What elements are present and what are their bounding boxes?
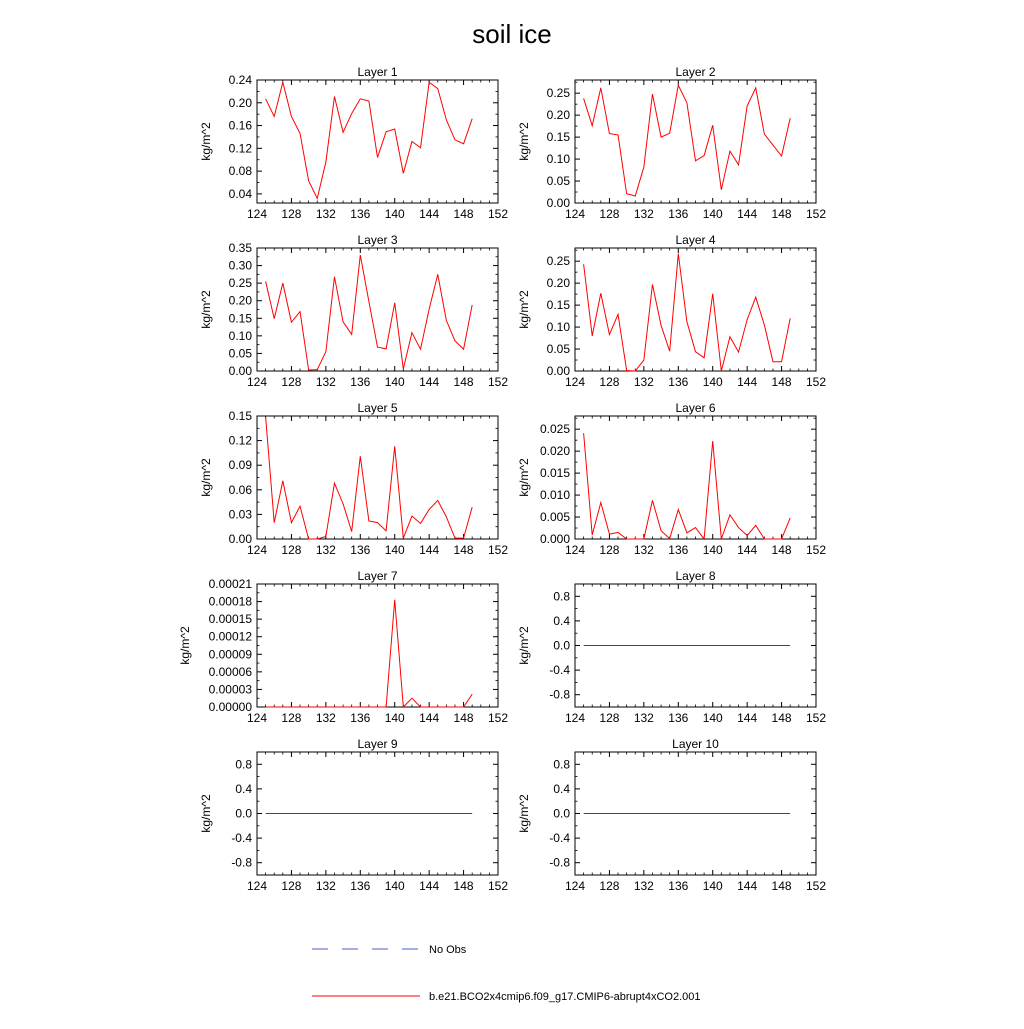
panel-layer-5 [199, 401, 508, 557]
y-tick-label: 0.35 [228, 241, 252, 255]
y-tick-label: 0.08 [228, 164, 252, 179]
x-tick-label: 132 [315, 879, 336, 893]
y-tick-label: 0.15 [546, 130, 570, 145]
x-tick-label: 128 [599, 879, 620, 893]
x-tick-label: 140 [702, 879, 723, 893]
x-tick-label: 148 [771, 375, 792, 389]
x-tick-label: 124 [246, 207, 268, 221]
x-tick-label: 136 [350, 711, 371, 725]
y-tick-label: -0.4 [549, 831, 570, 846]
x-tick-label: 132 [315, 711, 336, 725]
series-line [266, 417, 473, 539]
plot-frame [257, 248, 498, 371]
y-tick-label: -0.8 [549, 687, 570, 702]
y-tick-label: 0.20 [546, 276, 570, 291]
panel-title: Layer 4 [675, 233, 716, 247]
y-tick-label: 0.8 [553, 589, 570, 604]
y-tick-label: 0.8 [235, 757, 252, 772]
x-tick-label: 132 [633, 375, 654, 389]
panel-title: Layer 7 [357, 569, 398, 583]
y-tick-label: -0.8 [549, 855, 570, 870]
x-tick-label: 128 [281, 375, 302, 389]
x-tick-label: 148 [453, 207, 474, 221]
x-tick-label: 128 [281, 711, 302, 725]
y-tick-label: 0.4 [235, 781, 252, 796]
x-tick-label: 136 [668, 207, 689, 221]
y-tick-label: 0.10 [228, 328, 252, 343]
y-tick-label: 0.00 [546, 196, 570, 210]
y-tick-label: 0.16 [228, 118, 252, 133]
y-axis-label: kg/m^2 [517, 626, 531, 665]
panel-layer-7 [178, 569, 508, 725]
panel-layer-8 [517, 569, 826, 725]
y-tick-label: 0.15 [228, 311, 252, 326]
y-tick-label: 0.020 [539, 444, 570, 459]
x-tick-label: 148 [771, 879, 792, 893]
y-tick-label: 0.00 [228, 364, 252, 378]
y-tick-label: 0.09 [228, 458, 252, 473]
y-tick-label: 0.4 [553, 781, 570, 796]
x-tick-label: 144 [419, 711, 440, 725]
x-tick-label: 132 [633, 711, 654, 725]
x-tick-label: 132 [315, 375, 336, 389]
series-line [584, 85, 791, 196]
y-tick-label: -0.8 [231, 855, 252, 870]
x-tick-label: 144 [737, 711, 758, 725]
panel-layer-1 [199, 65, 508, 221]
x-tick-label: 124 [564, 207, 586, 221]
y-tick-label: 0.04 [228, 186, 252, 201]
x-tick-label: 152 [805, 207, 827, 221]
x-tick-label: 144 [737, 879, 758, 893]
x-tick-label: 144 [737, 543, 758, 557]
series-line [266, 600, 473, 707]
x-tick-label: 152 [805, 543, 827, 557]
x-tick-label: 136 [668, 711, 689, 725]
x-tick-label: 140 [702, 543, 723, 557]
x-tick-label: 136 [668, 375, 689, 389]
plot-frame [257, 584, 498, 707]
x-tick-label: 128 [281, 879, 302, 893]
y-tick-label: 0.0 [553, 638, 570, 653]
y-axis-label: kg/m^2 [517, 290, 531, 329]
x-tick-label: 124 [564, 543, 586, 557]
x-tick-label: 128 [599, 543, 620, 557]
x-tick-label: 136 [350, 375, 371, 389]
x-tick-label: 152 [805, 375, 827, 389]
x-tick-label: 148 [771, 543, 792, 557]
x-tick-label: 124 [246, 711, 268, 725]
x-tick-label: 144 [419, 543, 440, 557]
x-tick-label: 144 [419, 207, 440, 221]
x-tick-label: 148 [771, 207, 792, 221]
x-tick-label: 136 [350, 207, 371, 221]
y-tick-label: 0.005 [539, 510, 570, 525]
series-line [266, 82, 473, 198]
y-tick-label: 0.8 [553, 757, 570, 772]
x-tick-label: 144 [737, 375, 758, 389]
y-tick-label: 0.000 [539, 532, 570, 546]
x-tick-label: 140 [384, 879, 405, 893]
y-tick-label: 0.015 [539, 466, 570, 481]
x-tick-label: 132 [633, 879, 654, 893]
series-line [584, 254, 791, 371]
y-tick-label: 0.24 [228, 73, 252, 87]
x-tick-label: 148 [453, 711, 474, 725]
y-tick-label: 0.15 [228, 409, 252, 423]
legend [312, 944, 701, 1003]
x-tick-label: 144 [419, 375, 440, 389]
figure-title: soil ice [472, 19, 552, 49]
y-axis-label: kg/m^2 [199, 794, 213, 833]
y-tick-label: -0.4 [549, 663, 570, 678]
y-tick-label: -0.4 [231, 831, 252, 846]
panel-title: Layer 8 [675, 569, 716, 583]
x-tick-label: 144 [419, 879, 440, 893]
x-tick-label: 140 [384, 543, 405, 557]
y-tick-label: 0.0 [553, 806, 570, 821]
y-tick-label: 0.25 [228, 276, 252, 291]
x-tick-label: 132 [633, 207, 654, 221]
y-axis-label: kg/m^2 [199, 458, 213, 497]
y-tick-label: 0.00 [228, 532, 252, 546]
x-tick-label: 148 [771, 711, 792, 725]
y-tick-label: 0.10 [546, 152, 570, 167]
x-tick-label: 152 [487, 375, 509, 389]
x-tick-label: 148 [453, 879, 474, 893]
x-tick-label: 140 [702, 207, 723, 221]
y-tick-label: 0.25 [546, 86, 570, 101]
x-tick-label: 152 [805, 711, 827, 725]
y-axis-label: kg/m^2 [517, 794, 531, 833]
x-tick-label: 124 [564, 375, 586, 389]
x-tick-label: 132 [633, 543, 654, 557]
plot-frame [257, 80, 498, 203]
panel-title: Layer 9 [357, 737, 398, 751]
y-tick-label: 0.010 [539, 488, 570, 503]
y-tick-label: 0.00009 [208, 647, 252, 662]
y-tick-label: 0.00018 [208, 594, 252, 609]
y-tick-label: 0.05 [546, 342, 570, 357]
y-axis-label: kg/m^2 [517, 458, 531, 497]
y-tick-label: 0.0 [235, 806, 252, 821]
x-tick-label: 152 [487, 207, 509, 221]
y-tick-label: 0.05 [228, 346, 252, 361]
series-line [266, 255, 473, 370]
x-tick-label: 140 [702, 711, 723, 725]
panel-title: Layer 3 [357, 233, 398, 247]
y-tick-label: 0.06 [228, 482, 252, 497]
panel-title: Layer 2 [675, 65, 716, 79]
y-axis-label: kg/m^2 [199, 290, 213, 329]
panel-layer-4 [517, 233, 826, 389]
x-tick-label: 152 [805, 879, 827, 893]
plot-frame [575, 80, 816, 203]
y-tick-label: 0.25 [546, 254, 570, 269]
x-tick-label: 140 [384, 711, 405, 725]
y-tick-label: 0.4 [553, 613, 570, 628]
y-tick-label: 0.12 [228, 141, 252, 156]
x-tick-label: 140 [702, 375, 723, 389]
panel-layer-9 [199, 737, 508, 893]
x-tick-label: 136 [668, 879, 689, 893]
x-tick-label: 148 [453, 375, 474, 389]
y-axis-label: kg/m^2 [178, 626, 192, 665]
x-tick-label: 140 [384, 207, 405, 221]
y-tick-label: 0.00 [546, 364, 570, 378]
y-tick-label: 0.00000 [208, 700, 252, 714]
x-tick-label: 136 [350, 543, 371, 557]
y-tick-label: 0.10 [546, 320, 570, 335]
y-tick-label: 0.00021 [208, 577, 252, 591]
panel-title: Layer 5 [357, 401, 398, 415]
x-tick-label: 152 [487, 711, 509, 725]
y-axis-label: kg/m^2 [199, 122, 213, 161]
x-tick-label: 124 [564, 879, 586, 893]
series-line [584, 433, 791, 539]
y-tick-label: 0.00006 [208, 664, 252, 679]
x-tick-label: 124 [246, 543, 268, 557]
x-tick-label: 124 [246, 879, 268, 893]
y-tick-label: 0.20 [228, 293, 252, 308]
panel-title: Layer 10 [672, 737, 719, 751]
x-tick-label: 140 [384, 375, 405, 389]
x-tick-label: 132 [315, 543, 336, 557]
y-tick-label: 0.20 [228, 95, 252, 110]
plot-frame [575, 416, 816, 539]
panel-layer-3 [199, 233, 508, 389]
x-tick-label: 132 [315, 207, 336, 221]
y-tick-label: 0.05 [546, 174, 570, 189]
panel-title: Layer 1 [357, 65, 398, 79]
y-tick-label: 0.025 [539, 422, 570, 437]
x-tick-label: 152 [487, 543, 509, 557]
x-tick-label: 148 [453, 543, 474, 557]
plot-frame [257, 416, 498, 539]
x-tick-label: 136 [350, 879, 371, 893]
y-tick-label: 0.12 [228, 433, 252, 448]
x-tick-label: 128 [599, 375, 620, 389]
x-tick-label: 152 [487, 879, 509, 893]
y-tick-label: 0.30 [228, 258, 252, 273]
panel-layer-6 [517, 401, 826, 557]
x-tick-label: 128 [599, 207, 620, 221]
x-tick-label: 124 [564, 711, 586, 725]
y-tick-label: 0.03 [228, 507, 252, 522]
y-tick-label: 0.15 [546, 298, 570, 313]
x-tick-label: 136 [668, 543, 689, 557]
panel-title: Layer 6 [675, 401, 716, 415]
plot-frame [575, 248, 816, 371]
y-tick-label: 0.00015 [208, 612, 252, 627]
y-tick-label: 0.20 [546, 108, 570, 123]
legend-label-model: b.e21.BCO2x4cmip6.f09_g17.CMIP6-abrupt4xCO2.001 [429, 991, 701, 1003]
panel-layer-2 [517, 65, 826, 221]
x-tick-label: 128 [599, 711, 620, 725]
x-tick-label: 144 [737, 207, 758, 221]
y-axis-label: kg/m^2 [517, 122, 531, 161]
y-tick-label: 0.00003 [208, 682, 252, 697]
x-tick-label: 128 [281, 207, 302, 221]
y-tick-label: 0.00012 [208, 629, 252, 644]
x-tick-label: 124 [246, 375, 268, 389]
panel-layer-10 [517, 737, 826, 893]
legend-label-no-obs: No Obs [429, 944, 467, 956]
x-tick-label: 128 [281, 543, 302, 557]
